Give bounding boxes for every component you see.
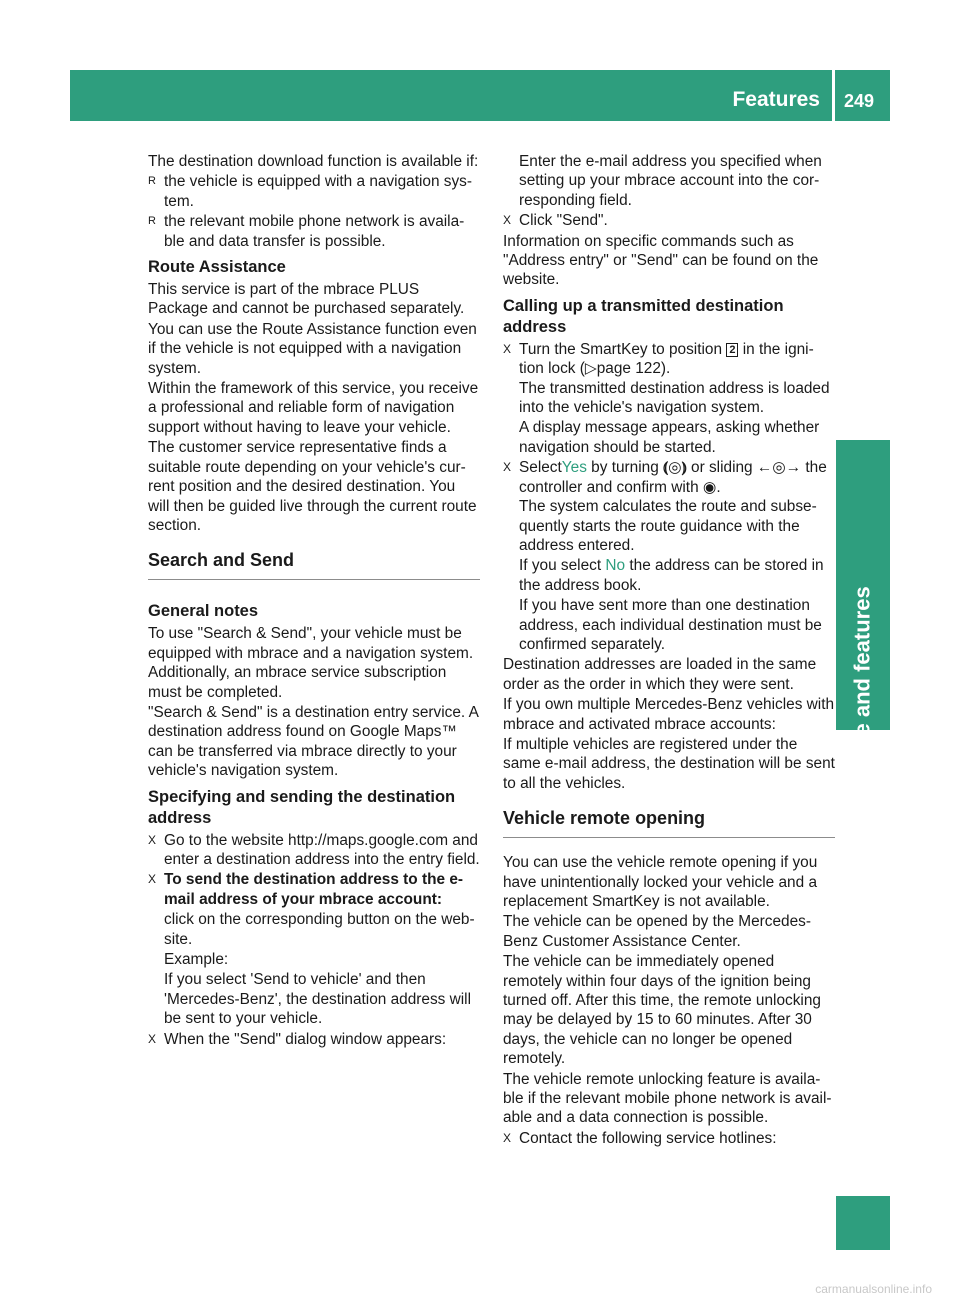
paragraph: The vehicle can be immediately opened remotely within four days of the ignition being turned off. After this time, the remote unlocking may be delayed by 15 to 60 minutes. After 30 days, the vehicle can no longer be opened remotely. <box>503 953 821 1068</box>
heading-vehicle-remote-opening: Vehicle remote opening <box>503 807 835 838</box>
side-marker-square <box>836 1196 890 1250</box>
action-marker: X <box>503 341 512 356</box>
controller-turn-icon: ⦅◎⦆ <box>663 459 687 477</box>
paragraph: The vehicle remote unlocking feature is availa-ble if the relevant mobile phone network is avail-able and a data connection is possible. <box>503 1070 832 1127</box>
paragraph: You can use the Route Assistance function even if the vehicle is not equipped with a navigation system. <box>148 320 477 377</box>
bullet-marker: R <box>148 215 156 228</box>
heading-calling-up-destination: Calling up a transmitted destination address <box>503 296 784 336</box>
action-step: X To send the destination address to the e-mail address of your mbrace account: <box>148 871 464 908</box>
example-label: Example: <box>164 951 229 968</box>
paragraph: The customer service representative finds a suitable route depending on your vehicle's cur-rent position and the desired destination. You will then be guided live through the current route section. <box>148 439 477 534</box>
paragraph: To use "Search & Send", your vehicle must be equipped with mbrace and a navigation system. Additionally, an mbrace service subscription must be completed. <box>148 625 474 701</box>
paragraph: Within the framework of this service, you receive a professional and reliable form of navigation support without having to leave your vehicle. <box>148 380 479 436</box>
watermark: carmanualsonline.info <box>815 1282 932 1296</box>
step-detail: Enter the e-mail address you specified when setting up your mbrace account into the cor-responding field. <box>519 153 822 209</box>
action-step: X Contact the following service hotlines: <box>503 1129 777 1147</box>
list-item: R the vehicle is equipped with a navigation sys-tem. <box>148 173 472 210</box>
page-header <box>70 70 890 121</box>
page-number: 249 <box>844 91 875 111</box>
paragraph: "Search & Send" is a destination entry service. A destination address found on Google Maps™ can be transferred via mbrace directly to your vehicle's navigation system. <box>148 703 479 780</box>
paragraph: If multiple vehicles are registered under the same e-mail address, the destination will be sent to all the vehicles. <box>503 735 835 792</box>
heading-general-notes: General notes <box>148 602 259 621</box>
action-step: X SelectYes by turning ⦅◎⦆ or sliding ←◎→ the controller and confirm with ◉. The system calculates the route and subse-quently starts the route guidance with the address entered. <box>503 459 827 554</box>
action-step: X When the "Send" dialog window appears: <box>148 1030 447 1048</box>
paragraph: Destination addresses are loaded in the same order as the order in which they were sent. <box>503 656 817 693</box>
heading-route-assistance: Route Assistance <box>148 258 286 277</box>
heading-search-and-send: Search and Send <box>148 549 480 580</box>
action-step: X Click "Send". <box>503 212 608 230</box>
action-marker: X <box>503 213 512 228</box>
action-marker: X <box>148 872 157 887</box>
controller-press-icon: ◉ <box>702 478 717 496</box>
example-text: If you select 'Send to vehicle' and then 'Mercedes-Benz', the destination address will be sent to your vehicle. <box>164 971 472 1028</box>
paragraph: This service is part of the mbrace PLUS Package and cannot be purchased separately. <box>148 281 465 318</box>
bullet-marker: R <box>148 175 156 188</box>
section-title: Features <box>732 88 820 111</box>
step-detail: If you select No the address can be stored in the address book. <box>519 557 824 594</box>
action-marker: X <box>503 460 512 475</box>
paragraph: The vehicle can be opened by the Mercedes-Benz Customer Assistance Center. <box>503 913 812 950</box>
action-marker: X <box>148 1031 157 1046</box>
action-step: X Turn the SmartKey to position 2 in the igni-tion lock (▷page 122). The transmitted destination address is loaded into the vehicle's navigation system. <box>503 340 830 417</box>
key-position-2-icon: 2 <box>726 343 738 357</box>
heading-specifying-destination: Specifying and sending the destination address <box>148 787 456 827</box>
left-column <box>148 152 480 1050</box>
display-option-no: No <box>605 557 626 575</box>
page-reference-arrow-icon: ▷ <box>584 360 597 378</box>
right-column <box>503 152 835 1149</box>
action-marker: X <box>148 832 157 847</box>
paragraph: If you own multiple Mercedes-Benz vehicles with mbrace and activated mbrace accounts: <box>503 696 835 733</box>
step-detail: A display message appears, asking whether navigation should be started. <box>519 419 820 456</box>
side-tab-label: Stowage and features <box>849 586 875 814</box>
action-step: X Go to the website http://maps.google.com and enter a destination address into the entry field. <box>148 831 480 868</box>
paragraph: Information on specific commands such as "Address entry" or "Send" can be found on the website. <box>503 232 819 289</box>
list-item: R the relevant mobile phone network is availa-ble and data transfer is possible. <box>148 213 465 250</box>
display-option-yes: Yes <box>561 459 587 477</box>
action-marker: X <box>503 1130 512 1145</box>
controller-slide-icon: ←◎→ <box>756 459 802 477</box>
header-divider <box>832 70 835 121</box>
intro-text: The destination download function is available if: <box>148 153 479 170</box>
step-detail: If you have sent more than one destination address, each individual destination must be confirmed separately. <box>519 597 822 653</box>
paragraph: You can use the vehicle remote opening if you have unintentionally locked your vehicle and a replacement SmartKey is not available. <box>503 854 818 910</box>
step-detail: click on the corresponding button on the web-site. <box>164 911 475 948</box>
